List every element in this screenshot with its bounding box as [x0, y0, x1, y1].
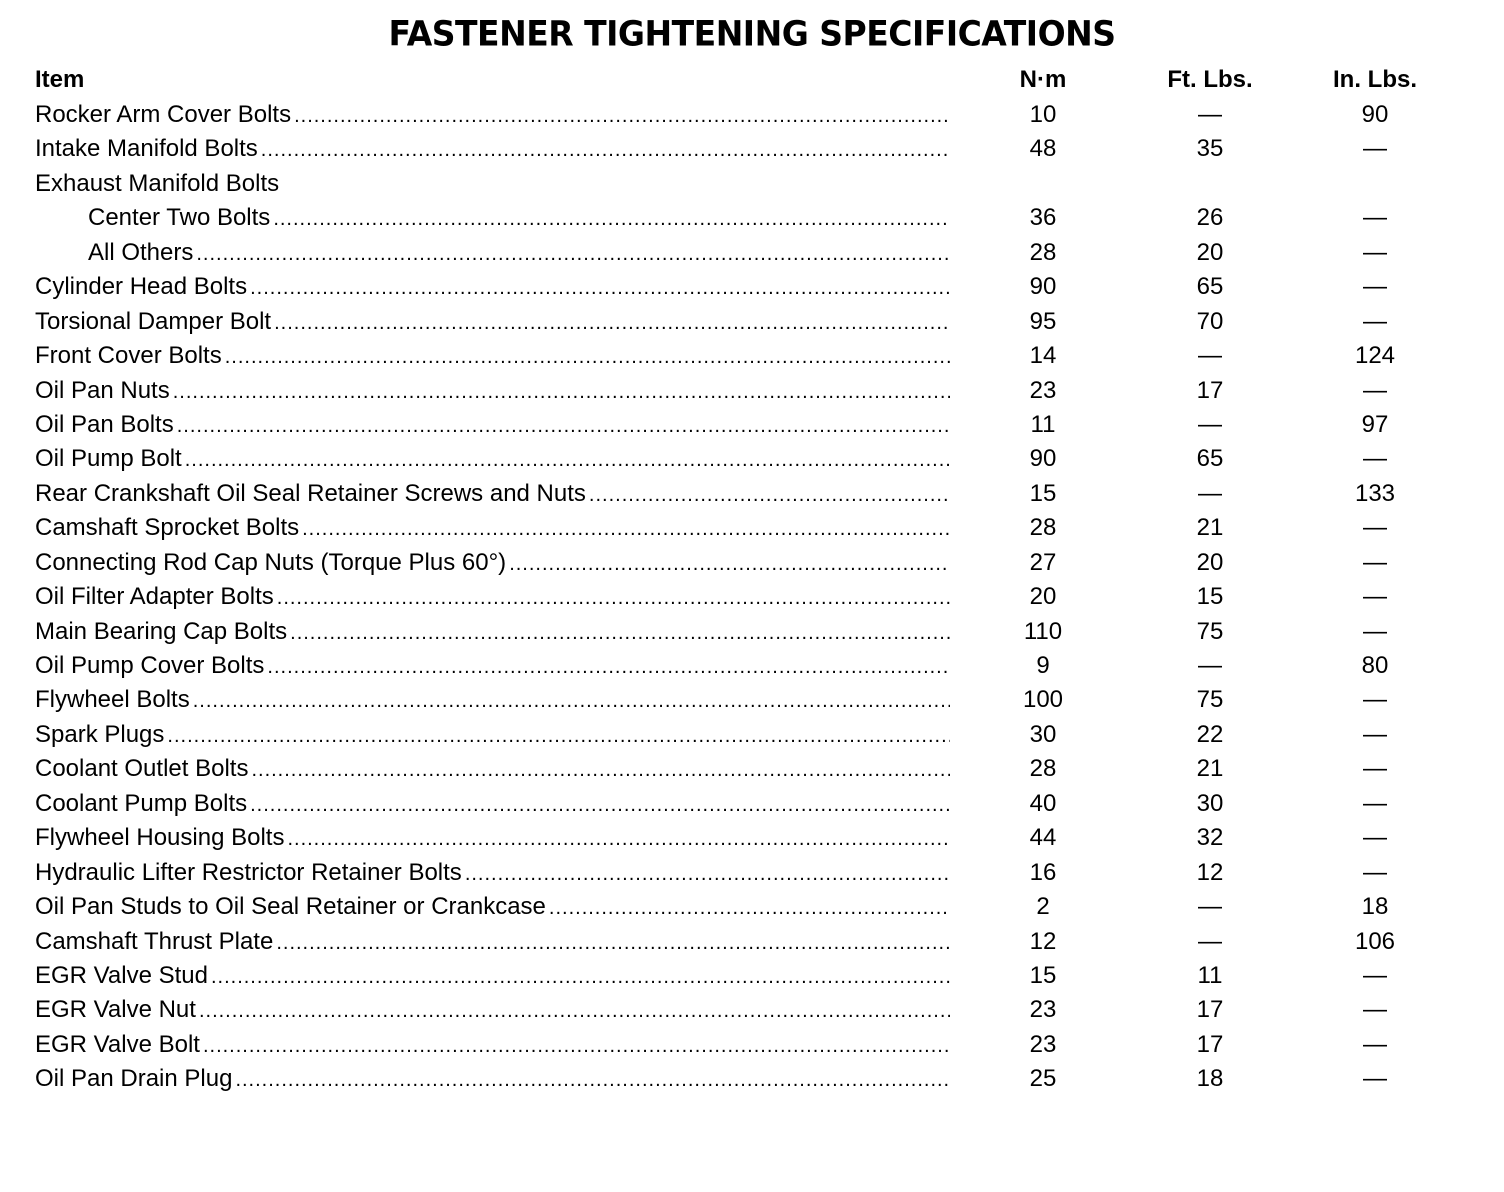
- in-lbs-value: —: [1363, 720, 1387, 748]
- nm-value: 25: [1029, 1065, 1057, 1093]
- in-lbs-value: —: [1363, 755, 1387, 783]
- ft-lbs-value: 21: [1196, 514, 1224, 542]
- dot-leader: [465, 857, 950, 891]
- nm-value: 20: [1029, 583, 1057, 611]
- table-row: [0, 993, 1504, 1027]
- table-header: [0, 64, 1504, 96]
- item-label: Oil Pan Bolts: [35, 410, 174, 438]
- dot-leader: [267, 650, 950, 684]
- item-cell: [88, 236, 950, 271]
- dot-leader: [203, 1029, 950, 1063]
- dot-leader: [225, 340, 950, 374]
- dot-leader: [290, 616, 950, 650]
- nm-value: 90: [1029, 273, 1057, 301]
- table-row: [0, 408, 1504, 442]
- nm-value: 30: [1029, 720, 1057, 748]
- item-label: EGR Valve Stud: [35, 961, 208, 989]
- nm-value: 15: [1029, 961, 1057, 989]
- item-cell: [35, 270, 950, 305]
- item-cell: [35, 649, 950, 684]
- dot-leader: [173, 375, 950, 409]
- spec-table-body: [0, 98, 1504, 1097]
- in-lbs-value: —: [1363, 1030, 1387, 1058]
- item-cell: [35, 167, 950, 201]
- nm-value: 90: [1029, 445, 1057, 473]
- in-lbs-value: —: [1363, 135, 1387, 163]
- ft-lbs-value: 75: [1196, 617, 1224, 645]
- item-cell: [35, 615, 950, 650]
- table-row: [0, 1062, 1504, 1096]
- dot-leader: [274, 306, 950, 340]
- nm-value: 48: [1029, 135, 1057, 163]
- ft-lbs-value: 35: [1196, 135, 1224, 163]
- table-row: [0, 167, 1504, 201]
- table-row: [0, 98, 1504, 132]
- in-lbs-value: —: [1363, 514, 1387, 542]
- dot-leader: [549, 891, 950, 925]
- table-row: [0, 959, 1504, 993]
- item-label: Oil Pan Drain Plug: [35, 1065, 233, 1093]
- in-lbs-value: —: [1363, 686, 1387, 714]
- item-label: Rocker Arm Cover Bolts: [35, 101, 292, 128]
- item-cell: [35, 718, 950, 753]
- ft-lbs-value: 30: [1196, 789, 1224, 817]
- in-lbs-value: —: [1363, 307, 1387, 335]
- dot-leader: [185, 443, 950, 477]
- item-label: Rear Crankshaft Oil Seal Retainer Screws and Nuts: [35, 479, 586, 507]
- ft-lbs-value: —: [1198, 410, 1222, 438]
- in-lbs-value: 133: [1354, 479, 1396, 507]
- ft-lbs-value: 32: [1196, 824, 1224, 852]
- in-lbs-value: —: [1363, 273, 1387, 301]
- column-header-in-lbs: In. Lbs.: [1333, 66, 1417, 93]
- page-title: FASTENER TIGHTENING SPECIFICATIONS: [388, 13, 1116, 54]
- item-label: Exhaust Manifold Bolts: [35, 169, 280, 197]
- column-header-ft-lbs: Ft. Lbs.: [1167, 66, 1253, 93]
- dot-leader: [167, 719, 950, 753]
- item-cell: [35, 787, 950, 822]
- item-label: Oil Pump Cover Bolts: [35, 652, 265, 679]
- in-lbs-value: —: [1363, 824, 1387, 852]
- item-cell: [35, 1028, 950, 1063]
- item-label: EGR Valve Nut: [35, 996, 196, 1024]
- in-lbs-value: —: [1363, 789, 1387, 817]
- in-lbs-value: —: [1363, 961, 1387, 989]
- ft-lbs-value: 75: [1196, 686, 1224, 714]
- ft-lbs-value: 22: [1196, 720, 1224, 748]
- item-label: Oil Pump Bolt: [35, 445, 182, 473]
- dot-leader: [276, 926, 950, 960]
- nm-value: 36: [1029, 204, 1057, 232]
- dot-leader: [277, 581, 950, 615]
- item-cell: [35, 477, 950, 512]
- dot-leader: [196, 237, 950, 271]
- table-row: [0, 856, 1504, 890]
- in-lbs-value: 106: [1354, 927, 1396, 955]
- table-row: [0, 649, 1504, 683]
- table-row: [0, 511, 1504, 545]
- nm-value: 23: [1029, 1030, 1057, 1058]
- in-lbs-value: —: [1363, 1065, 1387, 1093]
- item-label: EGR Valve Bolt: [35, 1030, 200, 1058]
- in-lbs-value: 80: [1361, 652, 1389, 679]
- item-label: Intake Manifold Bolts: [35, 135, 258, 163]
- nm-value: 28: [1029, 514, 1057, 542]
- table-row: [0, 270, 1504, 304]
- ft-lbs-value: —: [1198, 652, 1222, 679]
- ft-lbs-value: 21: [1196, 755, 1224, 783]
- table-row: [0, 580, 1504, 614]
- table-row: [0, 374, 1504, 408]
- table-row: [0, 787, 1504, 821]
- nm-value: 27: [1029, 548, 1057, 576]
- item-cell: [35, 442, 950, 477]
- table-row: [0, 683, 1504, 717]
- table-row: [0, 442, 1504, 476]
- ft-lbs-value: —: [1198, 479, 1222, 507]
- item-cell: [35, 925, 950, 960]
- ft-lbs-value: 15: [1196, 583, 1224, 611]
- nm-value: 9: [1036, 652, 1050, 679]
- nm-value: 28: [1029, 755, 1057, 783]
- in-lbs-value: 97: [1361, 410, 1389, 438]
- nm-value: 10: [1029, 101, 1057, 128]
- nm-value: 110: [1023, 617, 1063, 645]
- item-cell: [35, 993, 950, 1028]
- item-label: Flywheel Bolts: [35, 686, 190, 714]
- item-cell: [35, 856, 950, 891]
- item-cell: [35, 1062, 950, 1097]
- item-cell: [35, 546, 950, 581]
- ft-lbs-value: 17: [1196, 376, 1224, 404]
- column-header-nm: N·m: [1019, 66, 1067, 93]
- in-lbs-value: —: [1363, 858, 1387, 886]
- item-cell: [35, 890, 950, 925]
- ft-lbs-value: 20: [1196, 548, 1224, 576]
- item-label: Oil Filter Adapter Bolts: [35, 583, 274, 611]
- nm-value: 40: [1029, 789, 1057, 817]
- table-row: [0, 890, 1504, 924]
- nm-value: 14: [1029, 342, 1057, 370]
- dot-leader: [589, 478, 950, 512]
- item-cell: [35, 339, 950, 374]
- dot-leader: [235, 1063, 950, 1097]
- item-cell: [88, 201, 950, 236]
- in-lbs-value: —: [1363, 548, 1387, 576]
- item-label: Camshaft Thrust Plate: [35, 927, 274, 955]
- dot-leader: [250, 788, 950, 822]
- table-row: [0, 546, 1504, 580]
- table-row: [0, 132, 1504, 166]
- item-cell: [35, 305, 950, 340]
- dot-leader: [199, 994, 950, 1028]
- nm-value: 15: [1029, 479, 1057, 507]
- column-header-item: Item: [35, 66, 85, 93]
- in-lbs-value: —: [1363, 376, 1387, 404]
- ft-lbs-value: 18: [1196, 1065, 1224, 1093]
- ft-lbs-value: 70: [1196, 307, 1224, 335]
- nm-value: 23: [1029, 996, 1057, 1024]
- nm-value: 95: [1029, 307, 1057, 335]
- nm-value: 28: [1029, 238, 1057, 266]
- dot-leader: [287, 822, 950, 856]
- dot-leader: [193, 684, 950, 718]
- in-lbs-value: —: [1363, 238, 1387, 266]
- ft-lbs-value: 65: [1196, 273, 1224, 301]
- dot-leader: [509, 547, 950, 581]
- item-label: Spark Plugs: [35, 720, 165, 748]
- ft-lbs-value: —: [1198, 927, 1222, 955]
- nm-value: 23: [1029, 376, 1057, 404]
- dot-leader: [302, 512, 950, 546]
- item-cell: [35, 752, 950, 787]
- table-row: [0, 1028, 1504, 1062]
- in-lbs-value: —: [1363, 583, 1387, 611]
- in-lbs-value: 18: [1361, 893, 1389, 921]
- in-lbs-value: —: [1363, 445, 1387, 473]
- item-label: Oil Pan Nuts: [35, 376, 170, 404]
- item-label: Torsional Damper Bolt: [35, 307, 272, 335]
- item-label: Oil Pan Studs to Oil Seal Retainer or Crankcase: [35, 893, 546, 921]
- nm-value: 100: [1022, 686, 1064, 714]
- item-label: Hydraulic Lifter Restrictor Retainer Bolts: [35, 858, 462, 886]
- nm-value: 12: [1029, 927, 1057, 955]
- item-label: Flywheel Housing Bolts: [35, 824, 285, 852]
- item-cell: [35, 132, 950, 167]
- in-lbs-value: —: [1363, 617, 1387, 645]
- in-lbs-value: 90: [1361, 101, 1389, 128]
- item-label: Coolant Outlet Bolts: [35, 755, 249, 783]
- item-cell: [35, 408, 950, 443]
- item-label: Coolant Pump Bolts: [35, 789, 248, 817]
- item-label: Camshaft Sprocket Bolts: [35, 514, 300, 542]
- table-row: [0, 821, 1504, 855]
- ft-lbs-value: 20: [1196, 238, 1224, 266]
- item-label: Center Two Bolts: [88, 204, 271, 232]
- item-cell: [35, 98, 950, 133]
- dot-leader: [261, 133, 950, 167]
- item-cell: [35, 959, 950, 994]
- nm-value: 2: [1036, 893, 1050, 921]
- item-cell: [35, 580, 950, 615]
- item-cell: [35, 683, 950, 718]
- nm-value: 16: [1029, 858, 1057, 886]
- table-row: [0, 718, 1504, 752]
- nm-value: 11: [1030, 410, 1056, 438]
- dot-leader: [177, 409, 950, 443]
- item-label: Connecting Rod Cap Nuts (Torque Plus 60°): [35, 548, 507, 576]
- table-row: [0, 615, 1504, 649]
- ft-lbs-value: 11: [1197, 961, 1223, 989]
- ft-lbs-value: —: [1198, 342, 1222, 370]
- ft-lbs-value: 17: [1196, 1030, 1224, 1058]
- table-row: [0, 201, 1504, 235]
- ft-lbs-value: 17: [1196, 996, 1224, 1024]
- ft-lbs-value: —: [1198, 101, 1222, 128]
- nm-value: 44: [1029, 824, 1057, 852]
- in-lbs-value: —: [1363, 996, 1387, 1024]
- table-row: [0, 925, 1504, 959]
- table-row: [0, 236, 1504, 270]
- dot-leader: [251, 753, 950, 787]
- item-cell: [35, 511, 950, 546]
- item-cell: [35, 374, 950, 409]
- item-label: Cylinder Head Bolts: [35, 273, 248, 301]
- ft-lbs-value: 12: [1196, 858, 1224, 886]
- item-label: Front Cover Bolts: [35, 342, 222, 370]
- dot-leader: [273, 202, 950, 236]
- item-label: All Others: [88, 238, 194, 266]
- ft-lbs-value: —: [1198, 893, 1222, 921]
- ft-lbs-value: 26: [1196, 204, 1224, 232]
- table-row: [0, 752, 1504, 786]
- ft-lbs-value: 65: [1196, 445, 1224, 473]
- dot-leader: [250, 271, 950, 305]
- in-lbs-value: —: [1363, 204, 1387, 232]
- dot-leader: [294, 99, 950, 133]
- table-row: [0, 477, 1504, 511]
- in-lbs-value: 124: [1354, 342, 1396, 370]
- table-row: [0, 305, 1504, 339]
- item-label: Main Bearing Cap Bolts: [35, 617, 288, 645]
- dot-leader: [211, 960, 950, 994]
- item-cell: [35, 821, 950, 856]
- table-row: [0, 339, 1504, 373]
